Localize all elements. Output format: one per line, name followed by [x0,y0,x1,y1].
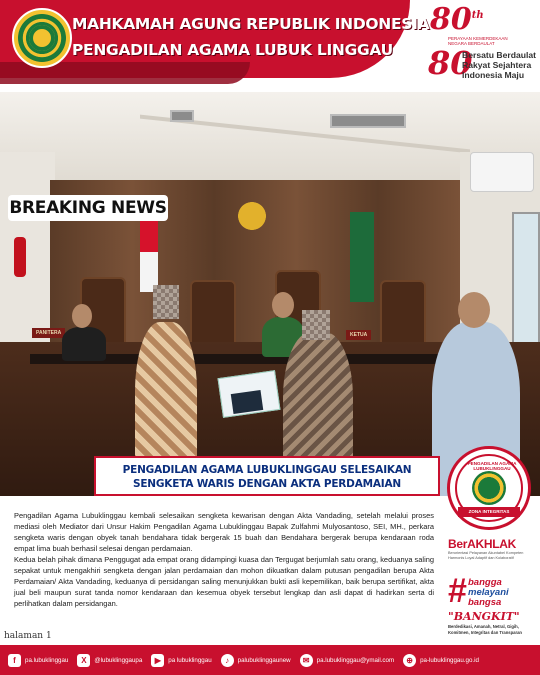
footer-youtube-link[interactable] [151,654,211,667]
garuda-emblem-icon [232,197,272,235]
tiktok-icon: ♪ [221,654,234,667]
footer-handle: palubuklinggaunew [237,656,291,664]
mail-icon: ✉ [300,654,313,667]
institution-subtitle: PENGADILAN AGAMA LUBUK LINGGAU [72,41,393,59]
footer-website-link[interactable] [403,654,479,667]
integrity-zone-seal [447,446,531,530]
footer-email-link[interactable] [300,654,394,667]
seal-ribbon: ZONA INTEGRITAS [458,507,520,517]
headline-line-2: SENGKETA WARIS DENGAN AKTA PERDAMAIAN [132,478,402,490]
bangkit-title: "BANGKIT" [448,610,520,623]
headline-box [94,456,440,496]
fire-extinguisher [14,237,26,277]
hashtag-icon: # [448,572,467,610]
footer-tiktok-link[interactable] [221,654,291,667]
nameplate-right: KETUA [346,330,371,340]
article-paragraph: Pengadilan Agama Lubuklinggau kembali selesaikan sengketa kewarisan dengan Akta Vandading, setelah melalui proses mediasi oleh Mediator dari Unsur Hakim Pengadilan Agama Lubuklinggau Bapak Zulfahmi Mulyosantoso, SEI, MH., perkara sengketa waris dengan obyek tanah bendahara tidak bergerak 15 buah dan Bendahara bergerak berupa kendaraan roda empat lima buah berhasil selesai dengan perdamaian. [14,511,434,553]
social-footer [0,645,540,675]
youtube-icon: ▶ [151,654,164,667]
bangkit-slogan [448,610,540,635]
anniversary-logo: 80th [430,2,484,37]
article-body [14,510,434,609]
air-conditioner [470,152,534,192]
courtroom-photo [0,92,540,502]
footer-handle: pa lubuklinggau [168,656,212,664]
facebook-icon: f [8,654,21,667]
court-flag [350,212,374,302]
article-paragraph: Kedua belah pihak dimana Penggugat ada empat orang didampingi kuasa dan Tergugat berjumlah satu orang, keduanya saling sepakat untuk mengakhiri sengketa dengan jalan perdamaian dan mohon dikuatkan dalam putusan pengadilan berupa Akta Perdamaian/ Akta Vandading, keduanya di persidangan saling menunjukkan bukti asli kepemilikan, baik berupa sertifikat, akta jual beli maupun surat tanda nomor kendaraan dan kesemua obyek tersebut lengkap dan asli dapat di hadirkan serta di perlihatkan dalam persidangan. [14,555,434,608]
footer-handle: pa-lubuklinggau.go.id [420,656,479,664]
footer-handle: pa.lubuklinggau [25,656,69,664]
blurred-face [302,310,330,340]
footer-x-link[interactable] [77,654,142,667]
anniversary-caption: PERAYAAN KEMERDEKAAN NEGARA BERDAULAT [448,36,508,46]
page-label: halaman 1 [4,631,52,641]
bangga-melayani-logo: # bangga melayani bangsa [448,572,509,610]
court-logo-icon [12,8,72,68]
footer-handle: @lubuklinggaupa [94,656,143,664]
header-banner [0,0,540,92]
x-icon: X [77,654,90,667]
headline-line-1: PENGADILAN AGAMA LUBUKLINGGAU SELESAIKAN [122,464,412,476]
nameplate-left: PANITERA [32,328,65,338]
breaking-news-badge: BREAKING NEWS [8,195,168,221]
seal-caption: PENGADILAN AGAMA LUBUKLINGGAU [467,461,517,471]
footer-handle: pa.lubuklinggau@ymail.com [316,656,395,664]
institution-title: MAHKAMAH AGUNG REPUBLIK INDONESIA [72,15,430,33]
berakhlak-logo: BerAKHLAK [448,537,516,551]
anniversary-number: 80 [428,44,473,82]
anniversary-motto: Bersatu Berdaulat Rakyat Sejahtera Indonesia Maju [462,50,537,80]
globe-icon: ⊕ [403,654,416,667]
footer-facebook-link[interactable] [8,654,68,667]
blurred-face [153,285,179,319]
bangkit-values: Berdedikasi, Amanah, Netral, Gigih, Komitmen, Integritas dan Transparan [448,624,522,635]
berakhlak-values: Berorientasi Pelayanan Akuntabel Kompeten Harmonis Loyal Adaptif dan Kolaboratif [448,551,524,560]
